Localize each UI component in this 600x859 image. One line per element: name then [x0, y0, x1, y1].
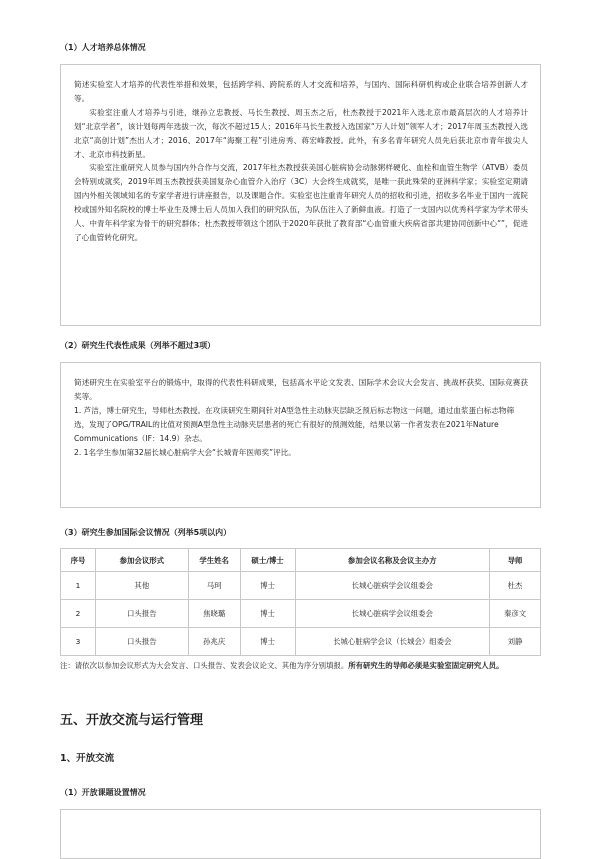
table-cell: 马珂 — [188, 572, 240, 600]
column-header: 学生姓名 — [188, 549, 240, 572]
section-title-talent-training: （1）人才培养总体情况 — [60, 43, 146, 52]
table-cell: 孙兆庆 — [188, 628, 240, 656]
table-cell: 其他 — [95, 572, 188, 600]
table-cell: 杜杰 — [490, 572, 541, 600]
achievement-item: 1. 芦洁，博士研究生，导师杜杰教授。在攻读研究生期间针对A型急性主动脉夹层缺乏预后标志物这一问题，通过血浆蛋白标志物筛选，发现了OPG/TRAIL的比值对预测A型急性主动脉夹层患者的死亡有很好的预测效能，结果以第一作者发表在2021年Nature Communications（IF：14.9）杂志。 — [74, 405, 515, 443]
column-header: 参加会议名称及会议主办方 — [295, 549, 490, 572]
table-cell: 3 — [61, 628, 96, 656]
student-achievements-box — [60, 362, 541, 508]
table-row — [61, 628, 541, 656]
table-cell: 博士 — [240, 600, 295, 628]
table-cell: 焦晓璐 — [188, 600, 240, 628]
talent-training-paragraph: 实验室注重研究人员参与国内外合作与交流，2017年杜杰教授获美国心脏病协会动脉粥样硬化、血栓和血管生物学（ATVB）委员会特别成就奖，2019年周玉杰教授获美国复杂心血管介入治疗（3C）大会终生成就奖，是唯一获此殊荣的亚洲科学家；实验室定期请国内外相关领域知名的专家学者进行讲座报告，以及课题合作。实验室也注重青年研究人员的招收和引进，招收多名毕业于国内一流院校或国外知名院校的博士毕业生及博士后人员加入我们的研究队伍，为队伍注入了新鲜血液。打造了一支国内以优秀科学家为学术带头人、中青年科学家为骨干的研究群体；杜杰教授带领这个团队于2020年获批了教育部“心血管重大疾病省部共建协同创新中心“”，促进了心血管转化研究。 — [74, 163, 528, 242]
subsection-heading: 1、开放交流 — [60, 753, 115, 764]
table-note — [60, 660, 541, 671]
table-cell: 博士 — [240, 572, 295, 600]
talent-training-box — [60, 64, 541, 326]
conference-table — [60, 548, 541, 656]
section-title-student-achievements: （2）研究生代表性成果（列举不超过3项） — [60, 341, 216, 350]
table-cell: 长城心脏病学会议组委会 — [295, 572, 490, 600]
column-header: 导师 — [490, 549, 541, 572]
table-row — [61, 600, 541, 628]
column-header: 参加会议形式 — [95, 549, 188, 572]
column-header: 序号 — [61, 549, 96, 572]
major-section-heading: 五、开放交流与运行管理 — [60, 713, 204, 728]
talent-training-intro: 简述实验室人才培养的代表性举措和效果，包括跨学科、跨院系的人才交流和培养，与国内、国际科研机构或企业联合培养创新人才等。 — [74, 80, 528, 103]
table-cell: 口头报告 — [95, 600, 188, 628]
table-note-text: 注：请依次以参加会议形式为大会发言、口头报告、发表会议论文、其他为序分别填报。 — [60, 661, 349, 670]
table-cell: 长城心脏病学会议（长城会）组委会 — [295, 628, 490, 656]
student-achievements-intro: 简述研究生在实验室平台的锻炼中，取得的代表性科研成果，包括高水平论文发表、国际学术会议大会发言、挑战杯获奖、国际竞赛获奖等。 — [74, 378, 528, 401]
table-cell: 2 — [61, 600, 96, 628]
table-cell: 秦彦文 — [490, 600, 541, 628]
achievement-item: 2. 1名学生参加第32届长城心脏病学大会“长城青年医师奖”评比。 — [74, 447, 296, 457]
table-cell: 口头报告 — [95, 628, 188, 656]
table-cell: 长城心脏病学会议组委会 — [295, 600, 490, 628]
table-cell: 博士 — [240, 628, 295, 656]
table-cell: 1 — [61, 572, 96, 600]
table-note-emphasis: 所有研究生的导师必须是实验室固定研究人员。 — [348, 661, 504, 670]
section-title-international-conferences: （3）研究生参加国际会议情况（列举5项以内） — [60, 528, 232, 537]
table-cell: 刘静 — [490, 628, 541, 656]
talent-training-paragraph: 实验室注重人才培养与引进，继孙立忠教授、马长生教授、周玉杰之后，杜杰教授于2021年入选北京市最高层次的人才培养计划“北京学者”，该计划每两年选拔一次，每次不超过15人；2016年马长生教授入选国家“万人计划”领军人才；2017年周玉杰教授入选北京“高创计划”杰出人才；2016、2017年“海聚工程”引进房秀、蒋宏峰教授。此外，有多名青年研究人员先后获北京市青年拔尖人才、北京市科技新星。 — [74, 107, 528, 159]
table-row — [61, 572, 541, 600]
table-header-row — [61, 549, 541, 572]
section-title-open-projects: （1）开放课题设置情况 — [60, 788, 146, 797]
column-header: 硕士/博士 — [240, 549, 295, 572]
open-projects-box — [60, 809, 541, 859]
